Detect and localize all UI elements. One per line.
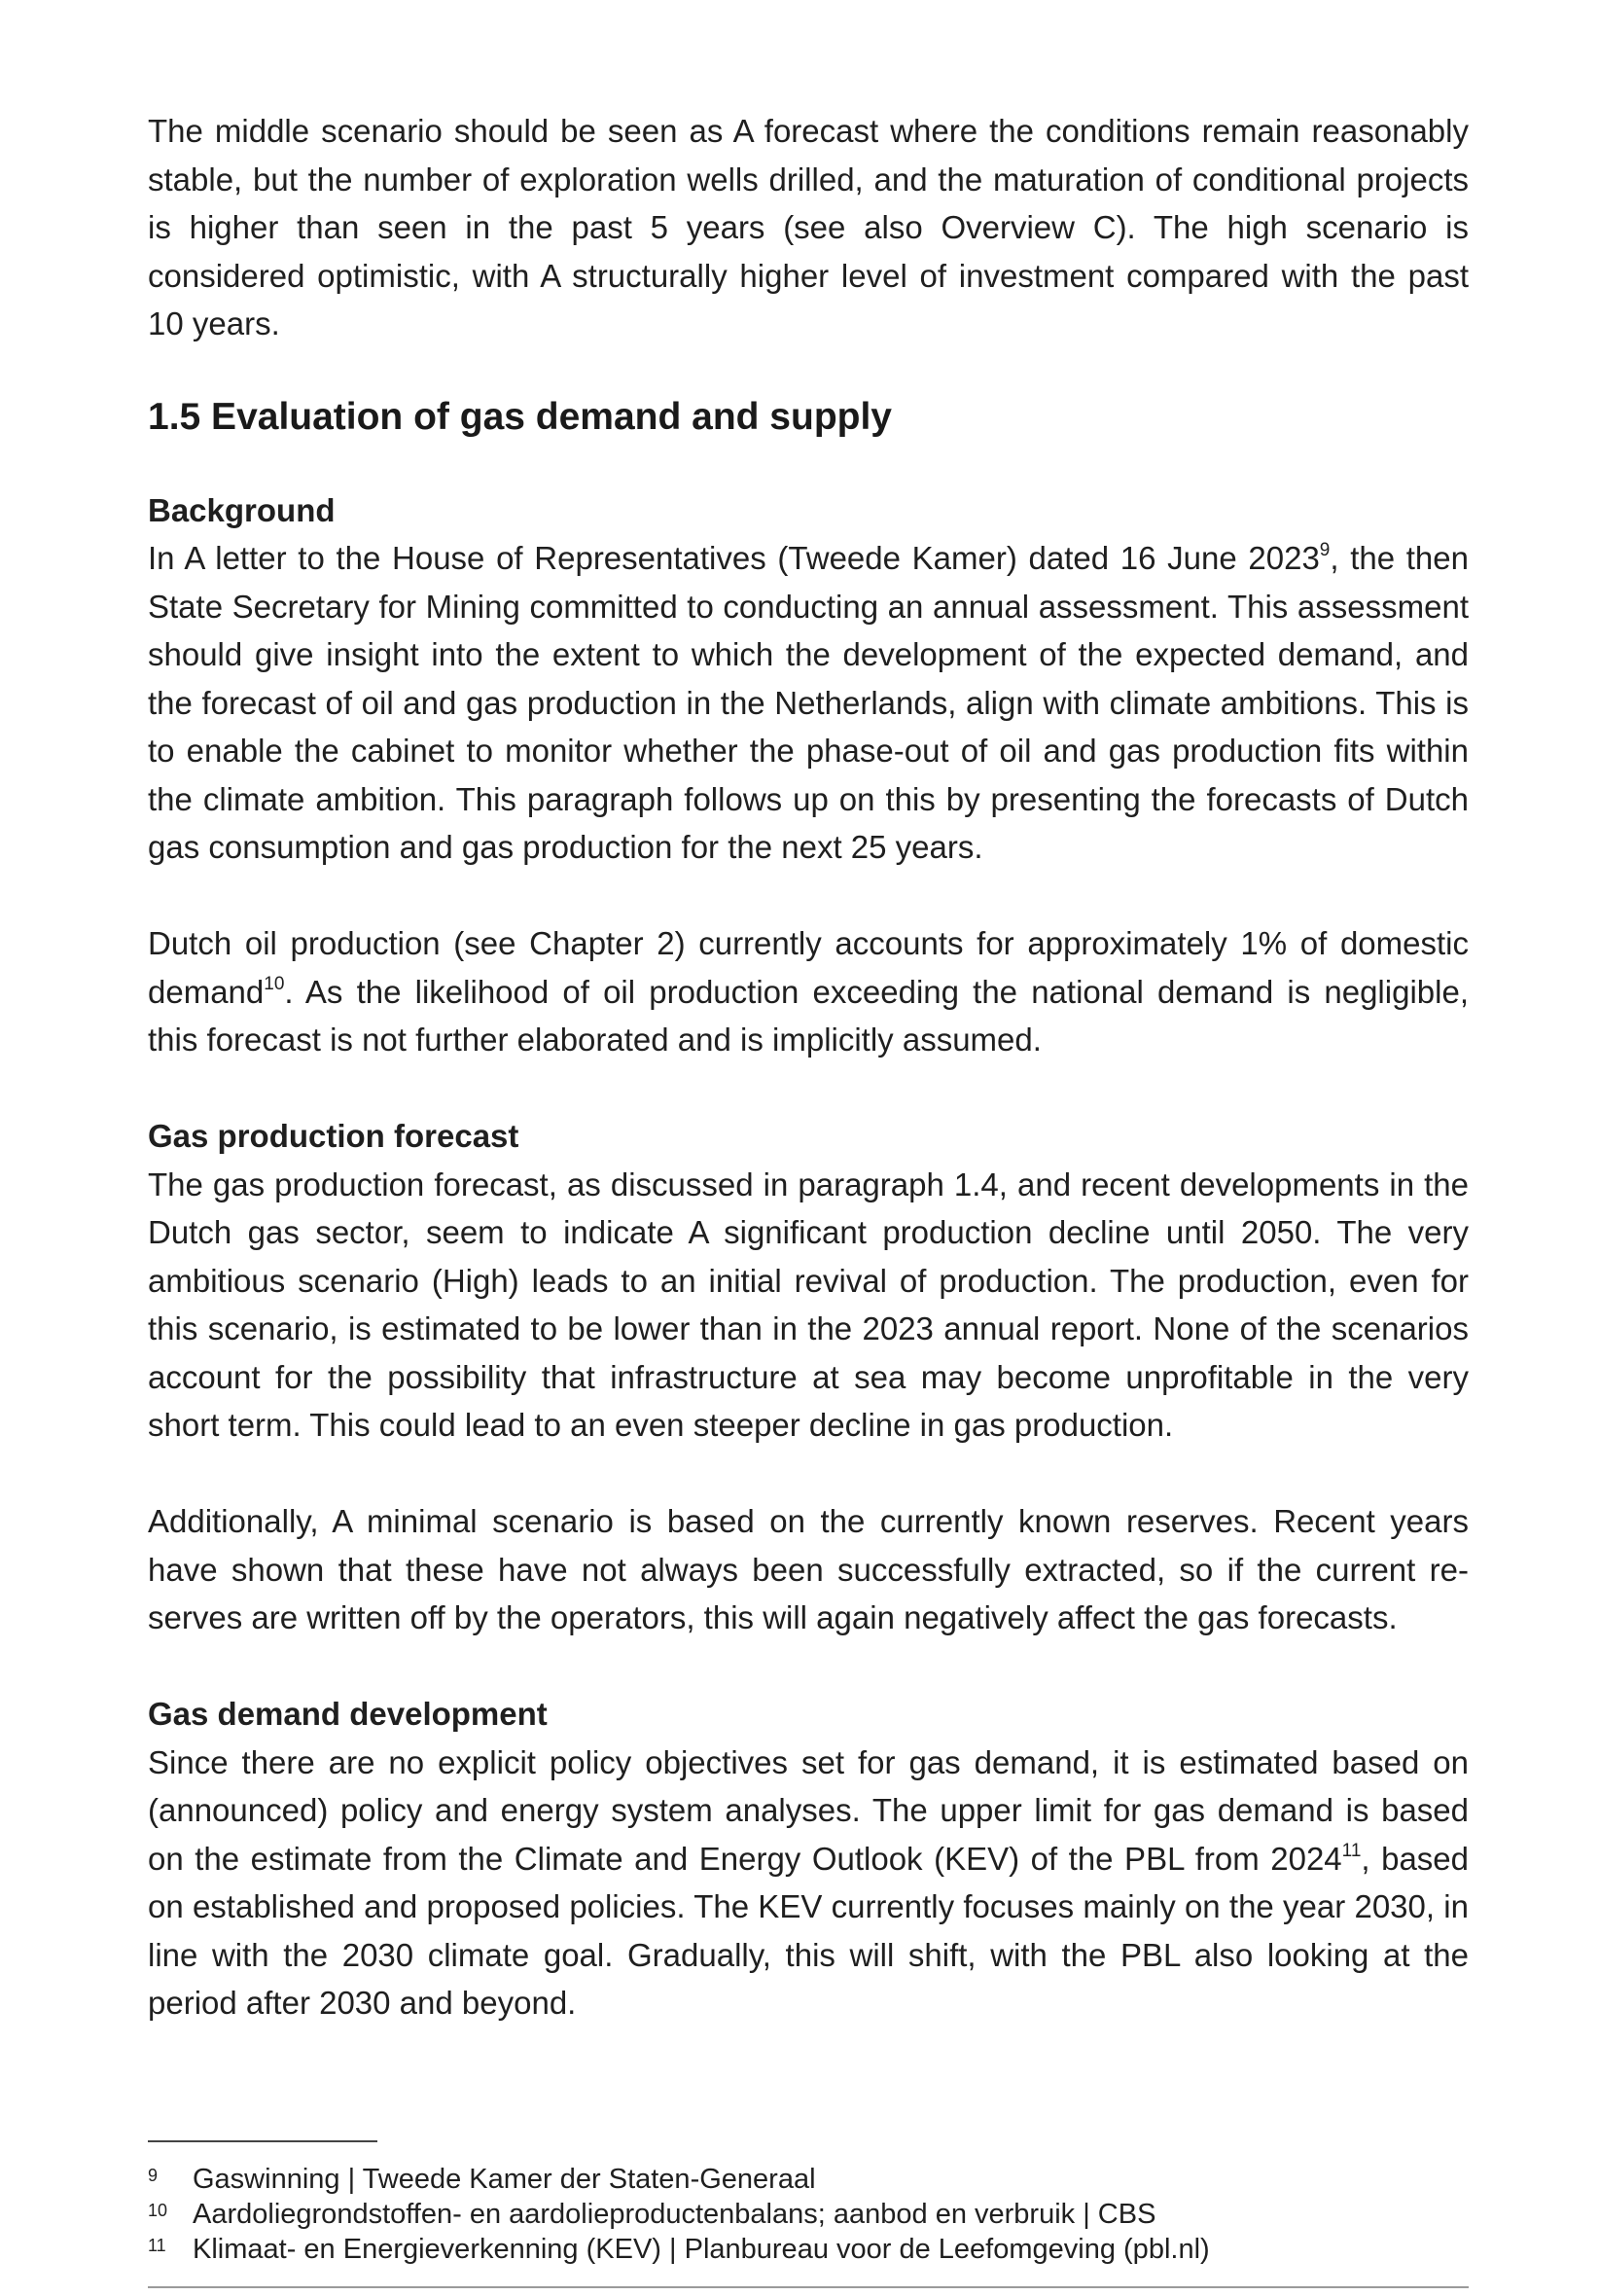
footnote-link[interactable]: Klimaat- en Energieverkenning (KEV) | Planbureau voor de Leefomgeving (pbl.nl): [193, 2234, 1210, 2265]
footnote-item: [148, 2197, 1469, 2232]
background-paragraph-1: In A letter to the House of Representatives (Tweede Kamer) dated 16 June 2023$^9$, the then State Secretary for Mining committed to conducting an annual assessment. This assessment should give insight into the extent to which the development of the expected demand, and the forecast of oil and gas production in the Netherlands, align with climate ambitions. This is to enable the cabinet to monitor whether the phase-out of oil and gas production fits within the climate ambition. This paragraph follows up on this by presenting the forecasts of Dutch gas consumption and gas production for the next 25 years.: [148, 540, 1469, 865]
footnote-link[interactable]: Aardoliegrondstoffen- en aardolieproductenbalans; aanbod en verbruik | CBS: [193, 2199, 1156, 2230]
footnote-ref-11[interactable]: 11: [1341, 1840, 1362, 1861]
footnote-separator: [148, 2140, 377, 2142]
footnotes: [148, 2162, 1469, 2267]
page-body: [148, 107, 1469, 2027]
gas-production-paragraph-2: Additionally, A minimal scenario is based on the currently known reserves. Recent years have shown that these have not always been successfully extracted, so if the current reserves are written off by the operators, this will again negatively affect the gas forecasts.: [148, 1503, 1469, 1635]
gas-demand-paragraph-1: Since there are no explicit policy objectives set for gas demand, it is estimated based on (announced) policy and energy system analyses. The upper limit for gas demand is based on the estimate from the Climate and Energy Outlook (KEV) of the PBL from 2024$^{11}$, based on established and proposed policies. The KEV currently focuses mainly on the year 2030, in line with the 2030 climate goal. Gradually, this will shift, with the PBL also looking at the period after 2030 and beyond.: [148, 1743, 1470, 2021]
background-paragraph-2: Dutch oil production (see Chapter 2) currently accounts for approximately 1% of domestic demand$^{10}$. As the likelihood of oil production exceeding the national demand is negligible, this forecast is not further elaborated and is implicitly assumed.: [148, 925, 1469, 1058]
gas-production-paragraph-1: The gas production forecast, as discussed in paragraph 1.4, and recent developments in the Dutch gas sector, seem to indicate A significant production decline until 2050. The very ambitious scenario (High) leads to an initial revival of production. The production, even for this scenario, is estimated to be lower than in the 2023 annual report. None of the scenarios account for the possibility that infrastructure at sea may become unprofitable in the very short term. This could lead to an even steeper decline in gas production.: [148, 1166, 1469, 1443]
footnote-number: 9: [148, 2166, 159, 2185]
footnote-item: [148, 2232, 1469, 2267]
gas-demand-heading: Gas demand development: [148, 1696, 548, 1732]
footnote-number: 11: [148, 2236, 166, 2255]
intro-paragraph: The middle scenario should be seen as A forecast where the conditions remain reasonably stable, but the number of exploration wells drilled, and the maturation of conditional projects is higher than seen in the past 5 years (see also Overview C). The high scenario is considered optimistic, with A structurally higher level of investment compared with the past 10 years.: [148, 113, 1469, 341]
footnote-item: [148, 2162, 1469, 2197]
footnote-link[interactable]: Gaswinning | Tweede Kamer der Staten-Generaal: [193, 2164, 816, 2195]
section-heading: 1.5 Evaluation of gas demand and supply: [148, 395, 892, 438]
page-bottom-rule: [148, 2286, 1469, 2288]
gas-production-heading: Gas production forecast: [148, 1118, 519, 1154]
footnote-number: 10: [148, 2201, 168, 2220]
footnote-ref-9[interactable]: 9: [1319, 540, 1331, 560]
background-heading: Background: [148, 491, 336, 528]
footnote-ref-10[interactable]: 10: [264, 973, 285, 994]
